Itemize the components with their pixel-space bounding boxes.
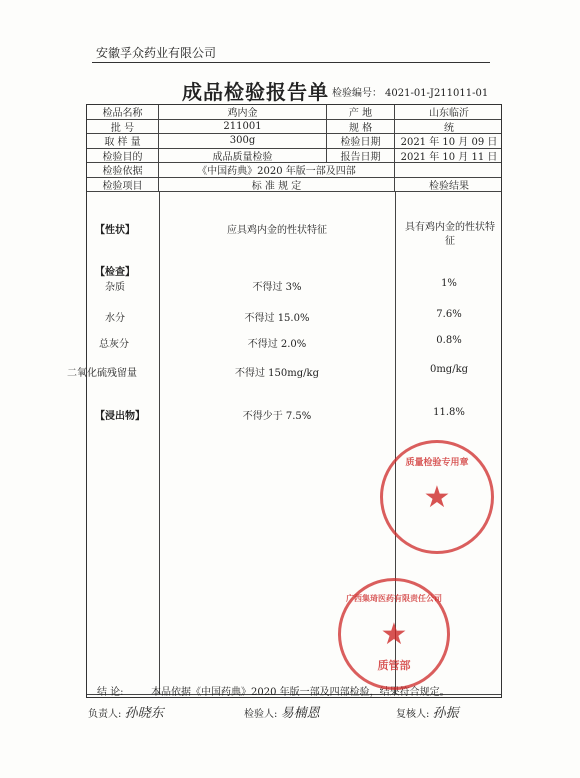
company-stamp-text: 广西集琦医药有限责任公司	[346, 593, 442, 603]
item-result: 0mg/kg	[429, 364, 469, 375]
cell-label: 报告日期	[327, 149, 395, 163]
responsible-signature	[88, 702, 164, 721]
item-label: 水分	[105, 313, 125, 324]
star-icon: ★	[380, 616, 408, 652]
cell-label: 检品名称	[87, 105, 159, 119]
item-result: 7.6%	[436, 309, 462, 320]
reviewer-signature	[396, 702, 459, 721]
info-row-1	[87, 105, 501, 120]
header-divider	[92, 62, 490, 63]
responsible-label: 负责人:	[88, 709, 122, 720]
report-code-value: 4021-01-J211011-01	[385, 88, 489, 99]
item-label: 【浸出物】	[95, 411, 145, 422]
inspector-name: 易楠恩	[280, 706, 320, 721]
item-standard: 不得少于 7.5%	[242, 411, 312, 422]
inspector-signature	[244, 702, 320, 721]
item-standard: 不得过 2.0%	[247, 339, 307, 350]
column-header-result: 检验结果	[429, 180, 469, 192]
cell-label: 检验依据	[87, 163, 159, 177]
item-result: 11.8%	[433, 407, 465, 418]
qc-stamp-text: 质量检验专用章	[405, 458, 469, 468]
cell-value: 300g	[159, 134, 327, 148]
inspector-label: 检验人:	[244, 709, 278, 720]
star-icon: ★	[423, 479, 451, 515]
info-row-4	[87, 149, 501, 164]
cell-value: 2021 年 10 月 11 日	[400, 151, 498, 163]
reviewer-label: 复核人:	[396, 709, 430, 720]
item-label: 杂质	[105, 282, 125, 293]
cell-label: 取 样 量	[87, 134, 159, 148]
item-standard: 不得过 15.0%	[244, 313, 310, 324]
conclusion-label: 结 论:	[97, 687, 124, 698]
cell-label: 规 格	[327, 120, 395, 134]
item-standard: 应具鸡内金的性状特征	[227, 225, 327, 236]
cell-value: 成品质量检验	[159, 149, 327, 163]
info-row-6	[87, 178, 501, 193]
item-label: 【检查】	[95, 267, 135, 278]
report-title: 成品检验报告单	[182, 80, 329, 104]
cell-label: 检验日期	[327, 134, 395, 148]
conclusion-text: 本品依据《中国药典》2020 年版一部及四部检验，结果符合规定。	[151, 687, 450, 698]
item-standard: 不得过 3%	[252, 282, 302, 293]
qc-stamp	[380, 440, 494, 554]
company-stamp	[338, 578, 450, 690]
item-standard: 不得过 150mg/kg	[235, 368, 319, 379]
reviewer-name: 孙振	[432, 706, 459, 721]
cell-value: 山东临沂	[429, 108, 469, 120]
cell-label: 产 地	[327, 105, 395, 119]
column-header-item: 检验项目	[87, 178, 159, 192]
cell-label: 批 号	[87, 120, 159, 134]
item-result: 具有鸡内金的性状特征	[405, 222, 495, 247]
column-header-standard: 标 准 规 定	[159, 178, 395, 192]
report-code-label: 检验编号：	[332, 88, 382, 99]
company-name: 安徽孚众药业有限公司	[96, 46, 217, 60]
cell-value: 2021 年 10 月 09 日	[400, 137, 498, 149]
report-code	[329, 84, 488, 99]
item-label: 【性状】	[95, 225, 135, 236]
cell-value: 统	[444, 122, 454, 134]
info-row-3	[87, 134, 501, 149]
info-row-5	[87, 163, 501, 178]
item-label: 二氧化硫残留量	[67, 368, 137, 379]
item-result: 1%	[441, 278, 457, 289]
item-label: 总灰分	[99, 339, 129, 350]
company-stamp-dept: 质管部	[377, 659, 411, 672]
cell-value: 211001	[159, 120, 327, 134]
cell-label: 检验目的	[87, 149, 159, 163]
item-result: 0.8%	[436, 335, 462, 346]
info-row-2	[87, 120, 501, 135]
cell-empty	[395, 163, 503, 177]
responsible-name: 孙晓东	[124, 706, 164, 721]
cell-value: 《中国药典》2020 年版一部及四部	[159, 163, 395, 177]
cell-value: 鸡内金	[159, 105, 327, 119]
column-divider	[159, 192, 160, 694]
